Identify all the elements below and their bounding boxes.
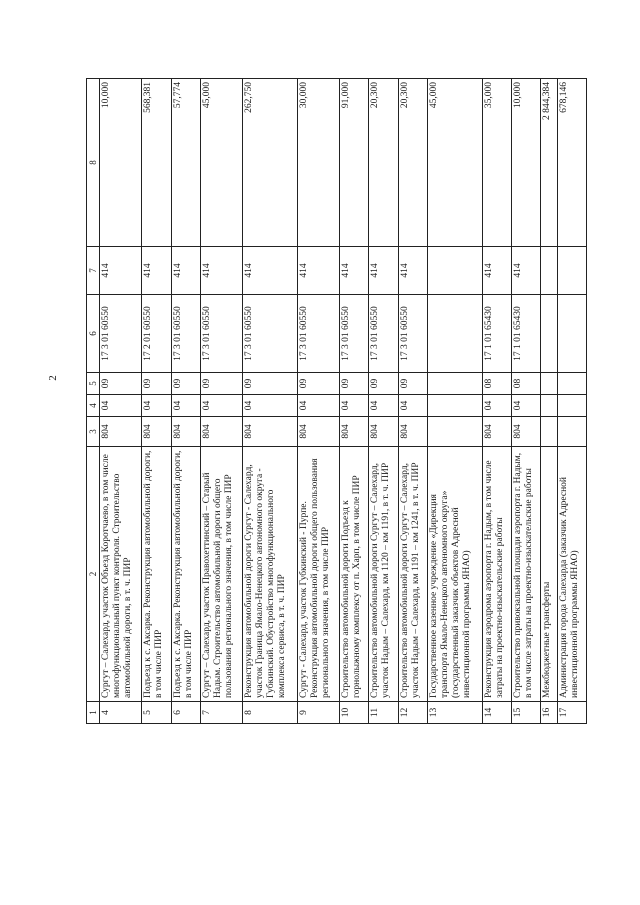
table-cell: 04	[200, 395, 242, 417]
table-cell: 17 3 01 60550	[171, 295, 200, 373]
table-cell: Строительство автомобильной дороги Подъезд к горнолыжному комплексу от п. Харп, в том числе ПИР	[340, 447, 369, 702]
table-cell: 04	[171, 395, 200, 417]
table-cell: 5	[142, 702, 171, 724]
table-cell: 9	[297, 702, 339, 724]
table-cell: 804	[142, 417, 171, 447]
table-cell	[541, 373, 557, 395]
table-cell: Межбюджетные трансферты	[541, 447, 557, 702]
table-cell: 804	[243, 417, 298, 447]
table-cell: 6	[171, 702, 200, 724]
table-row	[243, 79, 298, 724]
table-cell: Строительство привокзальной площади аэропорта г. Надым, в том числе затраты на проектно-изыскательские работы	[512, 447, 541, 702]
table-cell: 414	[482, 247, 511, 295]
table-cell: Сургут - Салехард, участок Губкинский - Пурпе. Реконструкция автомобильной дороги общего пользования регионального значения, в том числе ПИР	[297, 447, 339, 702]
table-row	[369, 79, 398, 724]
table-cell	[541, 417, 557, 447]
table-cell: 17 3 01 60550	[243, 295, 298, 373]
table-cell: 804	[369, 417, 398, 447]
table-cell: 04	[243, 395, 298, 417]
table-cell: 804	[297, 417, 339, 447]
table-cell: 04	[100, 395, 142, 417]
table-cell	[427, 373, 482, 395]
table-row	[541, 79, 557, 724]
table-cell: 17 1 01 65430	[512, 295, 541, 373]
table-row	[171, 79, 200, 724]
table-cell: Сургут – Салехард, участок Правохеттинский – Старый Надым. Строительство автомобильной дороги общего пользования регионального значения, в том числе ПИР	[200, 447, 242, 702]
table-cell: 04	[482, 395, 511, 417]
table-cell: Реконструкция автомобильной дороги Сургут - Салехард, участок Граница Ямало-Ненецкого автономного округа - Губкинский. Обустройство многофункционального комплекса сервиса, в т. ч. ПИР	[243, 447, 298, 702]
table-cell	[557, 417, 586, 447]
budget-table	[86, 78, 587, 724]
table-cell: 15	[512, 702, 541, 724]
rotated-table-container	[86, 79, 587, 724]
table-cell: 17 2 01 60550	[142, 295, 171, 373]
table-cell: 17 1 01 65430	[482, 295, 511, 373]
table-cell: 30,000	[297, 79, 339, 247]
table-cell	[427, 295, 482, 373]
table-cell: 09	[340, 373, 369, 395]
table-cell: 09	[100, 373, 142, 395]
table-cell: 414	[369, 247, 398, 295]
table-cell: 17 3 01 60550	[200, 295, 242, 373]
table-cell	[541, 247, 557, 295]
table-cell: 04	[398, 395, 427, 417]
header-cell: 5	[87, 373, 100, 395]
table-cell: 13	[427, 702, 482, 724]
table-cell: 04	[512, 395, 541, 417]
table-cell: 8	[243, 702, 298, 724]
table-cell: 2 844,384	[541, 79, 557, 247]
table-cell: 45,000	[200, 79, 242, 247]
table-cell	[557, 395, 586, 417]
table-cell: 17 3 01 60550	[100, 295, 142, 373]
table-cell: 804	[512, 417, 541, 447]
table-cell: 12	[398, 702, 427, 724]
table-cell: 414	[100, 247, 142, 295]
table-cell: 414	[142, 247, 171, 295]
table-row	[512, 79, 541, 724]
table-cell: 16	[541, 702, 557, 724]
table-cell: 804	[482, 417, 511, 447]
table-cell	[557, 295, 586, 373]
header-cell: 3	[87, 417, 100, 447]
table-cell: 09	[171, 373, 200, 395]
table-cell: 08	[512, 373, 541, 395]
table-cell: 414	[297, 247, 339, 295]
table-cell: 14	[482, 702, 511, 724]
table-cell: 45,000	[427, 79, 482, 247]
table-cell: 20,300	[398, 79, 427, 247]
table-row	[557, 79, 586, 724]
table-cell: 804	[171, 417, 200, 447]
table-cell: 04	[142, 395, 171, 417]
table-cell: 678,146	[557, 79, 586, 247]
table-cell: 414	[200, 247, 242, 295]
header-cell: 2	[87, 447, 100, 702]
table-row	[427, 79, 482, 724]
table-cell: 804	[100, 417, 142, 447]
table-cell: 57,774	[171, 79, 200, 247]
table-cell: 17 3 01 60550	[369, 295, 398, 373]
table-cell: 414	[398, 247, 427, 295]
header-cell: 7	[87, 247, 100, 295]
table-cell: 08	[482, 373, 511, 395]
table-cell: 7	[200, 702, 242, 724]
table-cell	[427, 247, 482, 295]
table-cell: 414	[340, 247, 369, 295]
table-cell: 17 3 01 60550	[297, 295, 339, 373]
table-cell: 09	[297, 373, 339, 395]
table-cell: Реконструкция аэродрома аэропорта г. Надым, в том числе затраты на проектно-изыскательские работы	[482, 447, 511, 702]
table-cell: 414	[512, 247, 541, 295]
table-cell: 09	[200, 373, 242, 395]
table-cell: 91,000	[340, 79, 369, 247]
table-cell: 04	[340, 395, 369, 417]
header-cell: 8	[87, 79, 100, 247]
table-cell: 4	[100, 702, 142, 724]
table-cell: 09	[398, 373, 427, 395]
table-cell: Подъезд к с. Аксарка. Реконструкция автомобильной дороги, в том числе ПИР	[142, 447, 171, 702]
table-cell: 11	[369, 702, 398, 724]
table-cell: 804	[398, 417, 427, 447]
table-cell: 10,000	[512, 79, 541, 247]
table-row	[100, 79, 142, 724]
table-row	[482, 79, 511, 724]
table-cell: 414	[243, 247, 298, 295]
table-cell: 04	[369, 395, 398, 417]
table-row	[200, 79, 242, 724]
table-cell: 35,000	[482, 79, 511, 247]
table-cell: 17	[557, 702, 586, 724]
table-cell: 09	[142, 373, 171, 395]
table-cell: 804	[200, 417, 242, 447]
table-cell: Сургут – Салехард, участок Объезд Коротчаево, в том числе многофункциональный пункт контроля. Строительство автомобильной дороги, в т. ч. ПИР	[100, 447, 142, 702]
table-cell: Подъезд к с. Аксарка. Реконструкция автомобильной дороги, в том числе ПИР	[171, 447, 200, 702]
table-cell: 804	[340, 417, 369, 447]
page-number: 2	[46, 375, 59, 381]
table-cell: Строительство автомобильной дороги Сургут – Салехард, участок Надым – Салехард, км 1120 – км 1191, в т. ч. ПИР	[369, 447, 398, 702]
table-row	[297, 79, 339, 724]
table-cell: 09	[243, 373, 298, 395]
header-cell: 4	[87, 395, 100, 417]
table-row	[340, 79, 369, 724]
table-cell: 20,300	[369, 79, 398, 247]
header-cell: 1	[87, 702, 100, 724]
table-cell	[557, 247, 586, 295]
table-cell: Строительство автомобильной дороги Сургут – Салехард, участок Надым – Салехард, км 1191 – км 1241, в т. ч. ПИР	[398, 447, 427, 702]
table-cell: 262,750	[243, 79, 298, 247]
table-cell: 414	[171, 247, 200, 295]
table-cell	[427, 417, 482, 447]
table-cell: 04	[297, 395, 339, 417]
table-cell: Государственное казенное учреждение «Дирекция транспорта Ямало-Ненецкого автономного округа» (государственный заказчик объектов Адресной инвестиционной программы ЯНАО)	[427, 447, 482, 702]
table-cell: 09	[369, 373, 398, 395]
table-cell: 10	[340, 702, 369, 724]
table-cell: 17 3 01 60550	[340, 295, 369, 373]
table-cell: Администрация города Салехарда (заказчик Адресной инвестиционной программы ЯНАО)	[557, 447, 586, 702]
table-cell	[557, 373, 586, 395]
table-cell: 568,381	[142, 79, 171, 247]
header-cell: 6	[87, 295, 100, 373]
table-cell: 17 3 01 60550	[398, 295, 427, 373]
table-cell	[541, 295, 557, 373]
table-cell	[427, 395, 482, 417]
table-cell: 10,000	[100, 79, 142, 247]
table-row	[142, 79, 171, 724]
table-row	[398, 79, 427, 724]
table-header-row	[87, 79, 100, 724]
table-cell	[541, 395, 557, 417]
